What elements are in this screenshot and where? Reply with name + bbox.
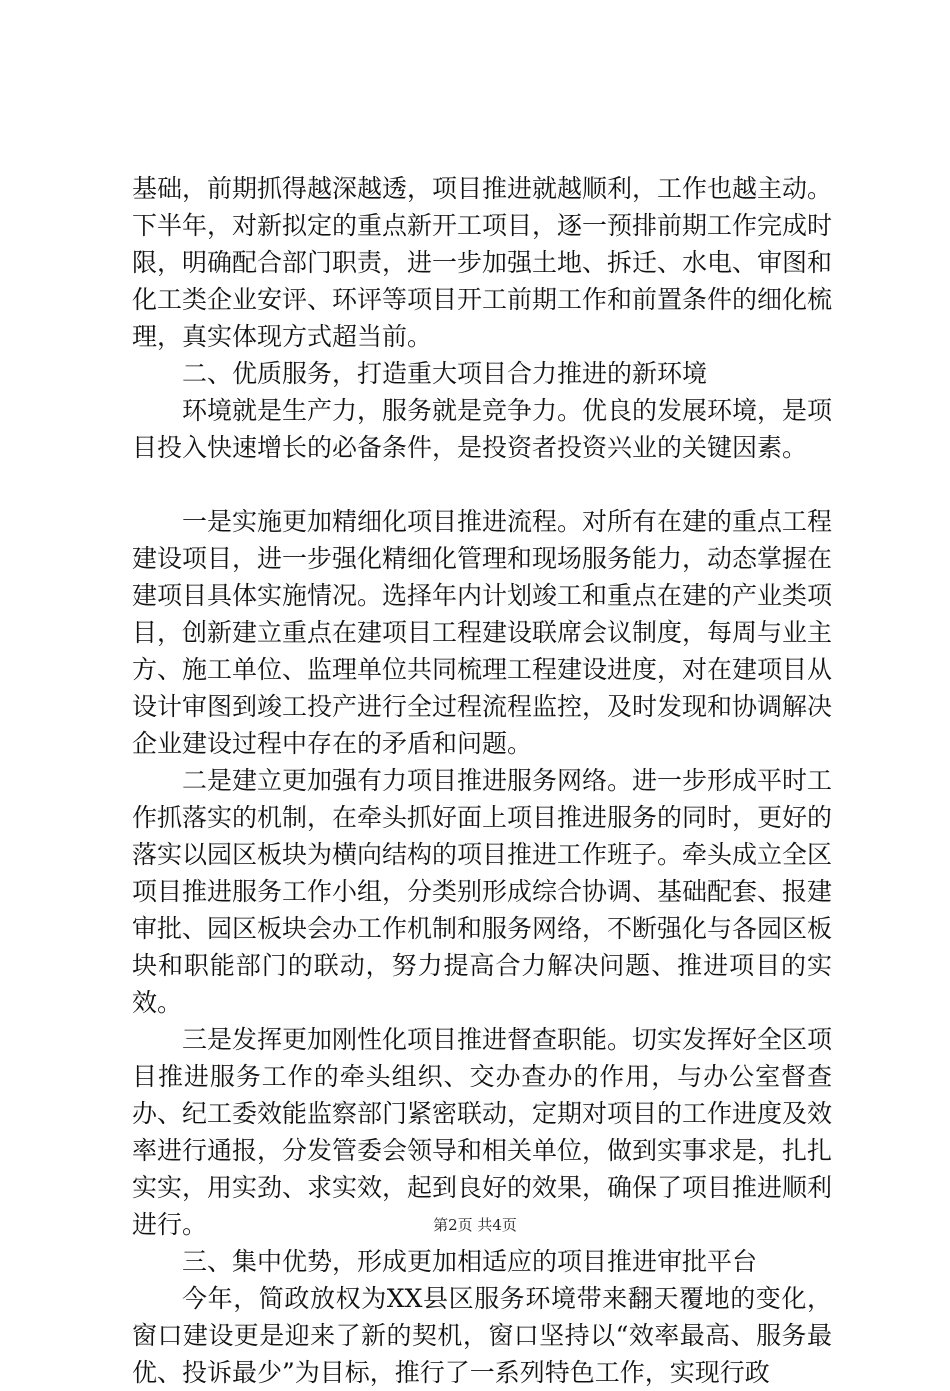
page-number-footer: 第2页 共4页 (433, 1216, 517, 1234)
paragraph-item-3: 三是发挥更加刚性化项目推进督查职能。切实发挥好全区项目推进服务工作的牵头组织、交办查办的作用，与办公室督查办、纪工委效能监察部门紧密联动，定期对项目的工作进度及效率进行通报，分发管委会领导和相关单位，做到实事求是，扎扎实实，用实劲、求实效，起到良好的效果，确保了项目推进顺利进行。 (132, 1025, 833, 1239)
section-heading-3: 三、集中优势，形成更加相适应的项目推进审批平台 (182, 1247, 758, 1276)
document-body (132, 170, 832, 1391)
section-heading-2: 二、优质服务，打造重大项目合力推进的新环境 (182, 359, 708, 388)
paragraph-spacer (132, 466, 832, 503)
paragraph-environment: 环境就是生产力，服务就是竞争力。优良的发展环境，是项目投入快速增长的必备条件，是投资者投资兴业的关键因素。 (132, 396, 833, 462)
paragraph-window: 今年，简政放权为XX县区服务环境带来翻天覆地的变化，窗口建设更是迎来了新的契机，窗口坚持以“效率最高、服务最优、投诉最少”为目标，推行了一系列特色工作，实现行政 (132, 1284, 832, 1387)
paragraph-item-1: 一是实施更加精细化项目推进流程。对所有在建的重点工程建设项目，进一步强化精细化管理和现场服务能力，动态掌握在建项目具体实施情况。选择年内计划竣工和重点在建的产业类项目，创新建立重点在建项目工程建设联席会议制度，每周与业主方、施工单位、监理单位共同梳理工程建设进度，对在建项目从设计审图到竣工投产进行全过程流程监控，及时发现和协调解决企业建设过程中存在的矛盾和问题。 (132, 507, 833, 758)
paragraph-item-2: 二是建立更加强有力项目推进服务网络。进一步形成平时工作抓落实的机制，在牵头抓好面上项目推进服务的同时，更好的落实以园区板块为横向结构的项目推进工作班子。牵头成立全区项目推进服务工作小组，分类别形成综合协调、基础配套、报建审批、园区板块会办工作机制和服务网络，不断强化与各园区板块和职能部门的联动，努力提高合力解决问题、推进项目的实效。 (132, 766, 833, 1017)
paragraph-continuation: 基础，前期抓得越深越透，项目推进就越顺利，工作也越主动。下半年，对新拟定的重点新开工项目，逐一预排前期工作完成时限，明确配合部门职责，进一步加强土地、拆迁、水电、审图和化工类企业安评、环评等项目开工前期工作和前置条件的细化梳理，真实体现方式超当前。 (132, 174, 833, 351)
